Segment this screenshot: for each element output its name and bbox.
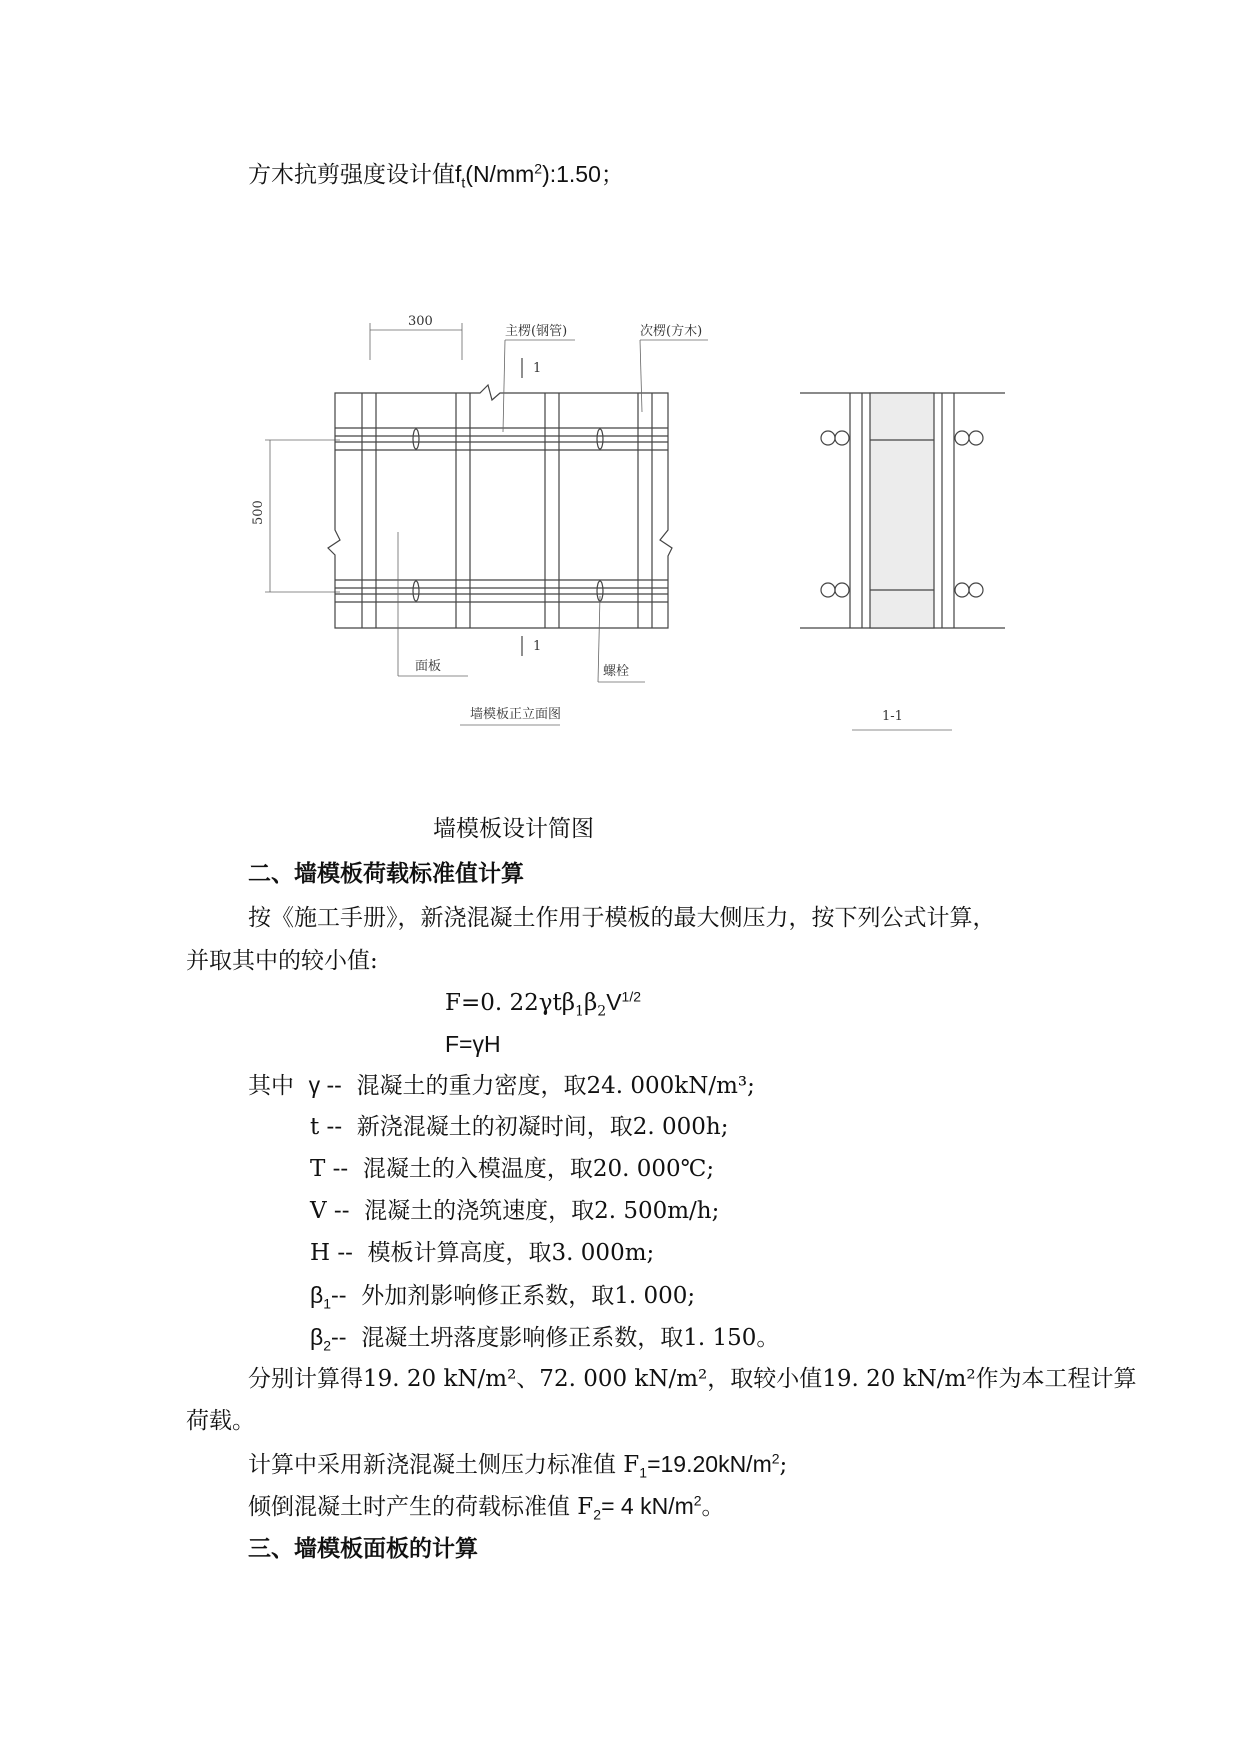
f2-sub: 2 [593, 1506, 602, 1523]
def-beta2-dash: -- [331, 1325, 347, 1351]
f2-value: = 4 kN/m [601, 1493, 694, 1519]
defs-lead: 其中 [248, 1073, 294, 1099]
f1-end: ; [779, 1452, 788, 1478]
formula1-sup: 1/2 [621, 988, 641, 1005]
f2-line [248, 1492, 725, 1521]
f2-end: 。 [701, 1494, 725, 1520]
f2-sup: 2 [693, 1492, 702, 1509]
def-V-sym: V -- [310, 1198, 350, 1224]
unit-sup: 2 [534, 160, 543, 177]
section3-heading: 三、墙模板面板的计算 [248, 1536, 478, 1562]
def-beta2-text: 混凝土坍落度影响修正系数，取1. 150。 [361, 1325, 780, 1351]
def-H-text: 模板计算高度，取3. 000m; [367, 1240, 655, 1266]
def-H-sym: H -- [310, 1240, 353, 1266]
para1-line2: 并取其中的较小值: [186, 948, 378, 974]
section-mark-top: 1 [533, 361, 542, 376]
label-main-beam: 主楞(钢管) [505, 324, 568, 339]
formula1-part-b: β [583, 990, 598, 1016]
def-V [310, 1197, 719, 1225]
label-bolt: 螺栓 [603, 664, 630, 679]
formula1-sub2: 2 [597, 1003, 607, 1020]
formula-1 [445, 988, 641, 1020]
def-gamma-text: 混凝土的重力密度，取24. 000kN/m³; [356, 1073, 755, 1099]
shear-strength-label: 方木抗剪强度设计值 [248, 162, 455, 188]
symbol-f: f [455, 161, 462, 187]
f1-sub: 1 [639, 1464, 648, 1481]
def-beta2 [310, 1323, 779, 1352]
def-beta1-text: 外加剂影响修正系数，取1. 000; [361, 1283, 696, 1309]
dim-300-label: 300 [408, 314, 433, 329]
para1-line1: 按《施工手册》，新浇混凝土作用于模板的最大侧压力，按下列公式计算， [248, 905, 996, 931]
formula-2: F=γH [445, 1031, 501, 1057]
label-secondary-beam: 次楞(方木) [640, 324, 703, 339]
unit-text: (N/mm [465, 161, 535, 187]
def-gamma-sym: γ -- [308, 1072, 342, 1098]
def-gamma [248, 1071, 755, 1100]
result-line1: 分别计算得19. 20 kN/m²、72. 000 kN/m²，取较小值19. 20 kN/m²作为本工程计算 [248, 1366, 1137, 1392]
figure-caption: 墙模板设计简图 [433, 816, 594, 842]
dim-500-label: 500 [251, 500, 266, 525]
value-text: ):1.50； [542, 161, 624, 187]
def-T-sym: T -- [310, 1156, 349, 1182]
def-t-sym: t -- [310, 1114, 343, 1140]
section-mark-bottom: 1 [533, 639, 542, 654]
f1-value: =19.20kN/m [647, 1451, 772, 1477]
def-beta1-sub: 1 [323, 1295, 332, 1312]
def-T [310, 1155, 714, 1183]
formula1-sub1: 1 [575, 1003, 584, 1020]
formula1-part-a: F=0. 22γtβ [445, 990, 576, 1016]
section2-heading: 二、墙模板荷载标准值计算 [248, 861, 524, 887]
result-line2: 荷载。 [186, 1408, 255, 1434]
def-beta2-sym: β [310, 1324, 324, 1350]
def-V-text: 混凝土的浇筑速度，取2. 500m/h; [364, 1198, 720, 1224]
wall-formwork-diagram [0, 0, 1241, 760]
f1-line [248, 1450, 787, 1479]
elevation-title: 墙模板正立面图 [470, 707, 562, 722]
def-t-text: 新浇混凝土的初凝时间，取2. 000h; [356, 1114, 729, 1140]
section-title: 1-1 [882, 709, 903, 724]
def-beta1-dash: -- [331, 1283, 347, 1309]
def-beta1-sym: β [310, 1282, 324, 1308]
def-T-text: 混凝土的入模温度，取20. 000℃; [362, 1156, 715, 1182]
def-t [310, 1113, 728, 1141]
f2-text: 倾倒混凝土时产生的荷载标准值 F [248, 1494, 594, 1520]
def-H [310, 1239, 654, 1267]
f1-text: 计算中采用新浇混凝土侧压力标准值 F [248, 1452, 640, 1478]
symbol-sub-t: t [461, 174, 466, 191]
def-beta2-sub: 2 [323, 1337, 332, 1354]
formula1-part-c: V [606, 989, 622, 1015]
f1-sup: 2 [771, 1450, 780, 1467]
label-panel: 面板 [415, 659, 442, 674]
def-beta1 [310, 1281, 695, 1310]
